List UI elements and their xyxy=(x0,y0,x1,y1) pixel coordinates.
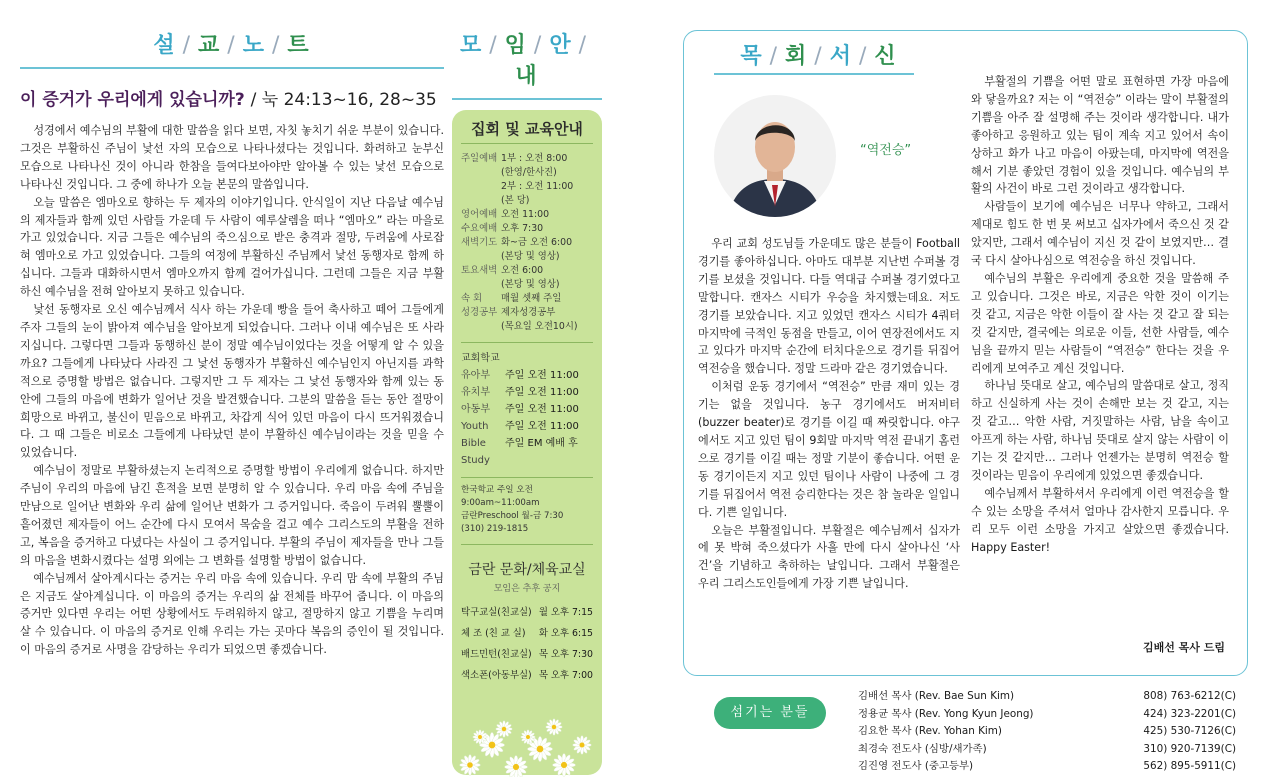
schedule-row xyxy=(461,320,593,334)
section-divider xyxy=(452,98,602,100)
divider xyxy=(461,544,593,545)
schedule-row xyxy=(461,250,593,264)
schedule-label xyxy=(461,194,501,208)
school-row xyxy=(461,418,593,435)
letter-paragraph: 오늘은 부활절입니다. 부활절은 예수님께서 십자가에 못 박혀 죽으셨다가 사흘 만에 다시 살아나신 ‘사건’을 기념하고 축하하는 날입니다. 그래서 부활절은 우리 그리스도인들에게 가장 기쁜 날입니다. xyxy=(698,523,960,591)
pastoral-letter-box xyxy=(683,30,1248,676)
letter-title: “역전승” xyxy=(860,143,912,158)
meeting-info-card xyxy=(452,110,602,775)
service-schedule xyxy=(461,152,593,334)
staff-row xyxy=(858,706,1236,724)
meeting-section-title: 모 / 임 / 안 /내 xyxy=(459,33,589,89)
class-name: 배드민턴(친교실) xyxy=(461,649,532,660)
scripture-reference: / 눅 24:13~16, 28~35 xyxy=(250,90,437,110)
sermon-paragraph: 예수님께서 살아계시다는 증거는 우리 마음 속에 있습니다. 우리 맘 속에 부활의 주님은 지금도 살아계십니다. 이 마음의 증거는 우리의 삶 전체를 바꾸어 줍니다. 이 마음의 증거만 있다면 우리는 어떤 상황에서도 두려워하지 않고, 절망하지 않고 기쁨을 누리며 살 수 있습니다. 이 마음의 증거로 인해 우리는 가는 곳마다 복음의 증인이 될 것입니다. 이 마음의 증거로 사명을 감당하는 우리가 되었으면 좋겠습니다. xyxy=(20,571,444,657)
schedule-label: 새벽기도 xyxy=(461,237,498,248)
schedule-row xyxy=(461,194,593,208)
meeting-info-column xyxy=(452,28,602,768)
title-char: 설 xyxy=(153,33,177,58)
signature: 김배선 목사 드림 xyxy=(1142,641,1225,654)
schedule-row xyxy=(461,222,593,236)
school-time: 주일 오전 11:00 xyxy=(505,421,579,432)
schedule-value: 오후 7:30 xyxy=(501,223,544,234)
schedule-label xyxy=(461,278,501,292)
title-char: 안 xyxy=(549,33,573,58)
title-char: 트 xyxy=(287,33,311,58)
class-name: 색소폰(아동부실) xyxy=(461,670,532,681)
sermon-section-title: 설 / 교 / 노 / 트 xyxy=(153,33,311,58)
school-time: 주일 EM 예배 후 xyxy=(505,438,578,449)
letter-paragraph: 사람들이 보기에 예수님은 너무나 약하고, 그래서 제대로 힘도 한 번 못 써보고 십자가에서 죽으신 것 같았지만, 그래서 예수님이 지신 것 같이 보였지만… 결국 다시 살아나심으로 역전승을 하신 것입니다. xyxy=(971,200,1229,268)
schedule-row xyxy=(461,152,593,166)
schedule-label xyxy=(461,180,501,194)
sermon-paragraph: 성경에서 예수님의 부활에 대한 말씀을 읽다 보면, 자칫 놓치기 쉬운 부분이 있습니다. 그것은 부활하신 주님이 낯선 자의 모습으로 나타나셨다는 것입니다. 화려하고 눈부신 모습으로 나타나신 것이 아니라 한참을 들여다보아야만 알아볼 수 있는 낯선 모습으로 나타나신 것입니다. 그 중에 하나가 오늘 본문의 말씀입니다. xyxy=(20,124,444,191)
school-row xyxy=(461,384,593,401)
school-dept: 유아부 xyxy=(461,370,490,381)
class-row xyxy=(461,602,593,623)
class-time: 목 오후 7:30 xyxy=(538,649,593,660)
divider xyxy=(461,477,593,478)
card-title: 집회 및 교육안내 xyxy=(461,118,593,144)
staff-phone: 425) 530-7126(C) xyxy=(1143,725,1236,738)
staff-phone: 808) 763-6212(C) xyxy=(1143,690,1236,702)
culture-class-list xyxy=(461,602,593,686)
title-char: 모 xyxy=(459,33,484,58)
letter-paragraph: 이처럼 운동 경기에서 “역전승” 만큼 재미 있는 경기는 없을 것입니다. 농구 경기에서도 버저비터(buzzer beater)로 경기를 이길 때 짜릿합니다. 야구에서도 지고 있던 팀이 9회말 마지막 역전 끝내기 홈런으로 경기를 이길 때는 정말 기분이 좋습니다. 어떤 운동 경기이든지 지고 있던 팀이나 사람이 나중에 그 경기를 뒤집어서 역전 승리한다는 것은 참 놀라운 일입니다. 기쁜 일입니다. xyxy=(698,380,960,519)
staff-name: 김진영 전도사 (중고등부) xyxy=(858,760,974,773)
staff-name: 김배선 목사 (Rev. Bae Sun Kim) xyxy=(858,690,1015,702)
letter-paragraph: 예수님의 부활은 우리에게 중요한 것을 말씀해 주고 있습니다. 그것은 바로, 지금은 악한 것이 이기는 것 같고, 지금은 악한 이들이 잘 사는 것 같고 잘 되는 것 같지만, 결국에는 의로운 이들, 선한 사람들, 예수님을 끝까지 믿는 사람들이 “역전승” 한다는 것을 우리에게 보여주고 계신 것입니다. xyxy=(971,271,1229,375)
letter-section-title: 목 / 회 / 서 / 신 xyxy=(740,44,898,69)
schedule-value: 2부 : 오전 11:00 xyxy=(501,181,574,192)
schedule-label: 주일예배 xyxy=(461,153,498,164)
class-name: 체 조 (친 교 실) xyxy=(461,628,526,639)
staff-name: 김요한 목사 (Rev. Yohan Kim) xyxy=(858,725,1002,738)
staff-phone: 424) 323-2201(C) xyxy=(1143,707,1236,720)
schedule-row xyxy=(461,180,593,194)
schedule-value: 1부 : 오전 8:00 xyxy=(501,153,568,164)
schedule-value: 오전 11:00 xyxy=(501,209,550,220)
schedule-row xyxy=(461,236,593,250)
class-time: 화 오후 6:15 xyxy=(538,628,593,639)
church-school-list xyxy=(461,367,593,469)
pastor-photo xyxy=(714,95,836,217)
schedule-value: 화~금 오전 6:00 xyxy=(501,237,573,248)
schedule-value: (본 당) xyxy=(501,195,530,206)
sermon-paragraph: 낯선 동행자로 오신 예수님께서 식사 하는 가운데 빵을 들어 축사하고 떼어 그들에게 주자 그들의 눈이 밝아져 예수님을 알아보게 되었습니다. 그러나 이내 예수님은 또 사라지십니다. 그렇다면 그들과 동행하신 분이 정말 예수님이었다는 것을 어떻게 알 수 있을까요? 그들에게 나타났다 사라진 그 낯선 동행자가 부활하신 예수님인지 아닌지를 과학적으로 증명할 방법은 없습니다. 그렇지만 그 두 제자는 그 낯선 동행자와 함께 있는 동안에 그들의 마음에 변화가 일어난 것을 발견했습니다. 그분의 말씀을 듣는 동안 절망이 희망으로 바뀌고, 불신이 믿음으로 바뀌고, 차갑게 식어 있던 마음이 다시 뜨거워졌습니다. 그 때 그들은 비로소 그들에게 나타났던 분이 부활하신 예수님이라는 것을 믿을 수 있었습니다. xyxy=(20,303,444,460)
letter-right-text xyxy=(971,73,1229,556)
misc-info xyxy=(461,484,593,536)
staff-row xyxy=(858,688,1236,706)
schedule-label: 토요새벽 xyxy=(461,265,498,276)
schedule-label: 속 회 xyxy=(461,293,483,304)
school-dept: 유치부 xyxy=(461,387,490,398)
staff-row xyxy=(858,741,1236,759)
class-name: 탁구교실(친교실) xyxy=(461,607,532,618)
church-school-title: 교회학교 xyxy=(461,353,500,364)
letter-paragraph: 우리 교회 성도님들 가운데도 많은 분들이 Football 경기를 좋아하십니다. 아마도 대부분 지난번 수퍼볼 경기를 보셨을 것입니다. 다들 역대급 수퍼볼 경기였다고 말합니다. 캔자스 시티가 우승을 차지했는데요. 저도 경기를 보았습니다. 지고 있었던 캔자스 시티가 4쿼터 마지막에 극적인 동점을 만들고, 이어 연장전에서도 지고 있다가 마지막 순간에 터치다운으로 경기를 뒤집어 역전승을 했습니다. 정말 드라마 같은 경기였습니다. xyxy=(698,237,960,376)
class-time: 월 오후 7:15 xyxy=(538,607,593,618)
school-row xyxy=(461,401,593,418)
schedule-value: 오전 6:00 xyxy=(501,265,544,276)
sermon-paragraph: 오늘 말씀은 엠마오로 향하는 두 제자의 이야기입니다. 안식일이 지난 다음날 예수님의 제자들과 함께 있던 사람들 가운데 두 사람이 예루살렘을 떠나 “엠마오” 라는 마을로 가고 있었습니다. 지금 그들은 예수님의 죽으심으로 받은 충격과 절망, 두려움에 사로잡혀 엠마오로 가고 있었습니다. 그들의 여정에 부활하신 주님께서 낯선 동행자로 함께 하십니다. 그들과 대화하시면서 엠마오까지 함께 걸어가십니다. 그런데 그들은 지금 부활하신 예수님을 전혀 알아보지 못하고 있습니다. xyxy=(20,195,444,299)
sermon-title: 이 증거가 우리에게 있습니까? xyxy=(20,90,245,110)
staff-row xyxy=(858,723,1236,741)
staff-name: 최경숙 전도사 (심방/새가족) xyxy=(858,742,987,755)
culture-class-subtitle: 모임은 추후 공지 xyxy=(493,584,561,594)
title-char: 교 xyxy=(198,33,222,58)
school-dept: 아동부 xyxy=(461,404,490,415)
schedule-label: 성경공부 xyxy=(461,307,498,318)
letter-left-text xyxy=(698,235,960,593)
sermon-heading xyxy=(20,85,444,110)
schedule-value: 매월 셋째 주일 xyxy=(501,293,562,304)
class-row xyxy=(461,644,593,665)
schedule-value: 제자성경공부 xyxy=(501,307,556,318)
sermon-paragraph: 예수님이 정말로 부활하셨는지 논리적으로 증명할 방법이 우리에게 없습니다. 하지만 주님이 우리의 마음에 남긴 흔적을 보면 분명히 알 수 있습니다. 우리 마음 속에 주님을 만남으로 일어난 변화와 우리 삶에 일어난 변화가 그 증거입니다. 죽음이 두려워 뿔뿔이 흩어졌던 제자들이 어느 순간에 다시 모여서 목숨을 걸고 예수 그리스도의 부활을 전하고, 복음을 증거하고 다녔다는 사실이 그 증거입니다. 부활의 주님이 제자들을 만나 그들의 마음을 변화시켰다는 설명 외에는 그 변화를 설명할 방법이 없습니다. xyxy=(20,464,444,567)
sermon-notes-column xyxy=(20,28,444,768)
schedule-value: (목요일 오전10시) xyxy=(501,321,578,332)
class-time: 목 오후 7:00 xyxy=(538,670,593,681)
korean-school-info: 한국학교 주일 오전 9:00am~11:00am xyxy=(461,485,540,508)
schedule-value: (한영/한사진) xyxy=(501,167,557,178)
schedule-label: 수요예배 xyxy=(461,223,498,234)
letter-paragraph: 하나님 뜻대로 살고, 예수님의 말씀대로 살고, 정직하고 신실하게 사는 것이 손해만 보는 것 같고, 지는 것 같고… 악한 사람, 거짓말하는 사람, 남을 속이고 아프게 하는 사람, 하나님 뜻대로 살지 않는 사람이 이기는 것 같지만… 그러나 언젠가는 분명히 역전승 할 것이라는 믿음이 우리에게 있었으면 좋겠습니다. xyxy=(971,379,1229,482)
daisy-flowers-illustration xyxy=(456,715,596,777)
culture-class-title: 금란 문화/체육교실 xyxy=(468,562,586,578)
school-time: 주일 오전 11:00 xyxy=(505,387,579,398)
schedule-row xyxy=(461,166,593,180)
class-row xyxy=(461,665,593,686)
staff-name: 정용균 목사 (Rev. Yong Kyun Jeong) xyxy=(858,707,1034,720)
schedule-label: 영어예배 xyxy=(461,209,498,220)
schedule-row xyxy=(461,208,593,222)
title-char: 내 xyxy=(515,64,539,89)
letter-paragraph: 부활절의 기쁨을 어떤 말로 표현하면 가장 마음에 와 닿을까요? 저는 이 “역전승” 이라는 말이 부활절의 기쁨을 아주 잘 설명해 주는 것이라 생각합니다. 내가 좋아하고 응원하고 있는 팀이 계속 지고 있어서 속이 상하고 화가 나고 마음이 아팠는데, 마지막에 역전을 해서 기분 좋았던 경험이 있을 것입니다. 예수님의 부활의 사건이 바로 그런 것이라고 생각합니다. xyxy=(971,75,1229,196)
section-divider xyxy=(20,67,444,69)
title-char: 회 xyxy=(785,44,809,69)
preschool-phone: (310) 219-1815 xyxy=(461,524,529,534)
title-char: 임 xyxy=(504,33,528,58)
staff-row xyxy=(858,758,1236,776)
schedule-row xyxy=(461,292,593,306)
staff-label-pill: 섬기는 분들 xyxy=(714,697,826,729)
schedule-row xyxy=(461,264,593,278)
schedule-value: (본당 및 영상) xyxy=(501,279,560,290)
schedule-label xyxy=(461,320,501,334)
title-char: 노 xyxy=(242,33,266,58)
school-dept: Youth xyxy=(461,421,489,432)
title-char: 신 xyxy=(874,44,898,69)
staff-phone: 562) 895-5911(C) xyxy=(1143,760,1236,773)
schedule-row xyxy=(461,278,593,292)
divider xyxy=(461,342,593,343)
school-row xyxy=(461,367,593,384)
letter-paragraph: 예수님께서 부활하셔서 우리에게 이런 역전승을 할 수 있는 소망을 주셔서 얼마나 감사한지 모릅니다. 우리 모두 이런 소망을 가지고 살았으면 좋겠습니다. Happy Easter! xyxy=(971,486,1229,554)
schedule-label xyxy=(461,166,501,180)
section-divider xyxy=(714,73,914,75)
sermon-body xyxy=(20,122,444,659)
title-char: 서 xyxy=(829,44,853,69)
title-char: 목 xyxy=(740,44,764,69)
schedule-value: (본당 및 영상) xyxy=(501,251,560,262)
school-time: 주일 오전 11:00 xyxy=(505,404,579,415)
school-row xyxy=(461,435,593,469)
class-row xyxy=(461,623,593,644)
schedule-label xyxy=(461,250,501,264)
school-time: 주일 오전 11:00 xyxy=(505,370,579,381)
preschool-info: 금란Preschool 월-금 7:30 xyxy=(461,511,564,521)
schedule-row xyxy=(461,306,593,320)
school-dept: Bible Study xyxy=(461,438,490,466)
staff-list xyxy=(858,688,1236,776)
staff-phone: 310) 920-7139(C) xyxy=(1143,742,1236,755)
